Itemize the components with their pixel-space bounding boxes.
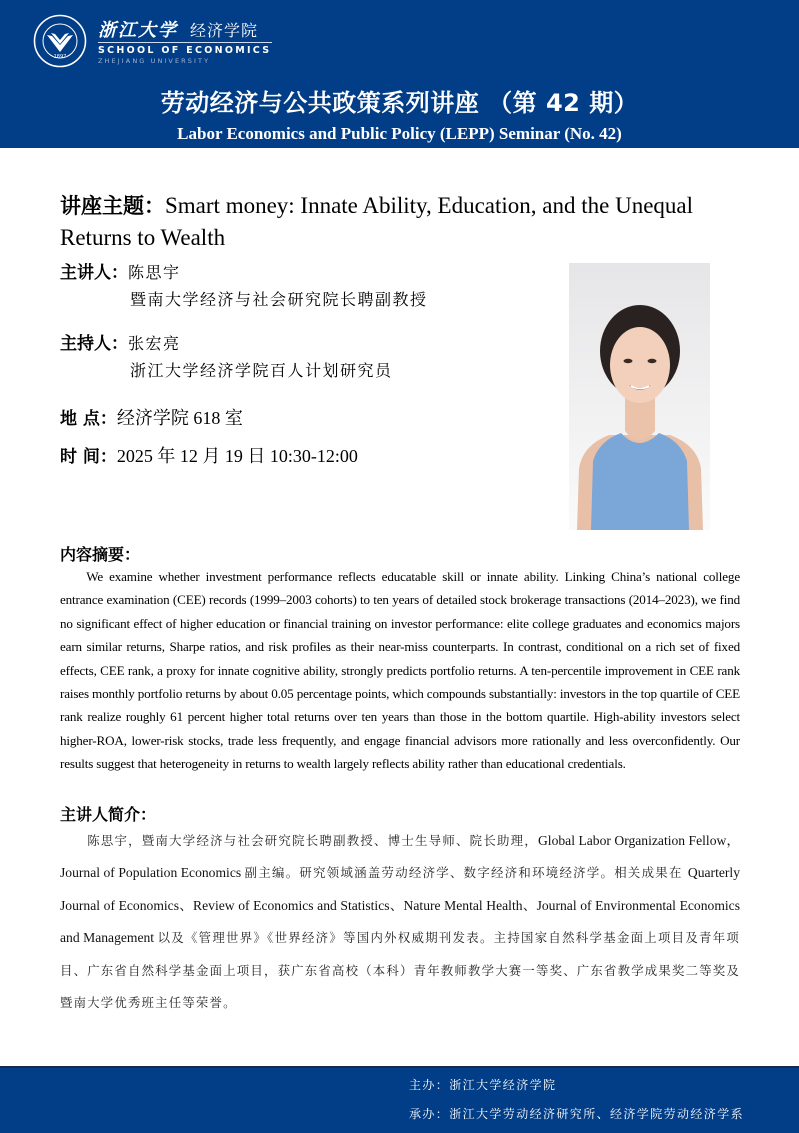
speaker-portrait-image xyxy=(569,263,710,530)
location-label: 地 点： xyxy=(60,409,117,429)
speaker-name: 陈思宇 xyxy=(128,263,181,282)
time-row xyxy=(60,442,358,468)
bio-heading: 主讲人简介： xyxy=(60,805,157,824)
time-label: 时 间： xyxy=(60,447,117,467)
bio-segment: Global Labor Organization Fellow，Journal of Population Economics xyxy=(60,833,740,881)
location-row xyxy=(60,404,243,430)
bio-segment: 陈思宇，暨南大学经济与社会研究院长聘副教授、博士生导师、院长助理， xyxy=(87,833,538,848)
abstract-heading: 内容摘要： xyxy=(60,545,141,564)
speaker-row xyxy=(60,258,181,283)
logo-chinese xyxy=(98,16,259,41)
speaker-label: 主讲人： xyxy=(60,263,128,283)
host-title: 浙江大学经济学院百人计划研究员 xyxy=(130,361,393,380)
abstract-body xyxy=(60,565,740,776)
logo-school-en: SCHOOL OF ECONOMICS xyxy=(98,45,272,56)
seminar-title-cn: 劳动经济与公共政策系列讲座 （第 42 期） xyxy=(160,89,639,117)
logo-university-cn: 浙江大学 xyxy=(98,20,178,41)
abstract-text: We examine whether investment performance reflects educatable skill or innate ability. Linking China’s national college entrance examination (CEE) records (1999–2003 cohorts) to ten years of detailed stock brokerage transactions (2014–2023), we find no significant effect of higher education or financial training on investor performance: elite college graduates and economics majors earn similar returns, Sharpe ratios, and risk profiles as their near-miss counterparts. In contrast, conditional on a rich set of fixed effects, CEE rank, a proxy for innate cognitive ability, strongly predicts portfolio returns. A ten-percentile improvement in CEE rank raises monthly portfolio returns by about 0.05 percentage points, which compounds substantially: investors in the top quartile of CEE rank realize roughly 61 percent higher total returns over ten years than those in the bottom quartile. High-ability investors select higher-ROA, lower-risk stocks, trade less frequently, and engage financial advisors more rationally and less overconfidently. Our results suggest that heterogeneity in returns to wealth largely reflects ability rather than educational credentials. xyxy=(60,569,740,772)
svg-text:1897: 1897 xyxy=(53,54,67,60)
host-name: 张宏亮 xyxy=(128,334,181,353)
bio-text xyxy=(60,825,740,1019)
bio-segment: 副主编。研究领域涵盖劳动经济学、数字经济和环境经济学。相关成果在 xyxy=(244,865,688,881)
bio-segment: Quarterly Journal of Economics、Review of Economics and Statistics、Nature Mental Health、Journal of Environmental Economics and Management xyxy=(60,865,740,946)
location-value: 经济学院 618 室 xyxy=(116,408,243,428)
co-organizer-text: 承办：浙江大学劳动经济研究所、经济学院劳动经济学系 xyxy=(409,1107,745,1121)
bio-body xyxy=(60,825,740,1019)
host-label: 主持人： xyxy=(60,334,128,354)
logo-university-en: ZHEJIANG UNIVERSITY xyxy=(98,57,211,65)
organizer-text: 主办：浙江大学经济学院 xyxy=(409,1078,557,1092)
speaker-photo xyxy=(569,263,710,530)
topic-text: Smart money: Innate Ability, Education, and the Unequal Returns to Wealth xyxy=(60,193,694,250)
logo-school-cn: 经济学院 xyxy=(190,21,259,40)
seminar-title-en: Labor Economics and Public Policy (LEPP) Seminar (No. 42) xyxy=(177,124,622,143)
lecture-topic xyxy=(60,190,760,253)
host-row xyxy=(60,329,181,354)
footer-banner xyxy=(0,1066,799,1133)
bio-segment: 以及《管理世界》《世界经济》等国内外权威期刊发表。主持国家自然科学基金面上项目及青年项目、广东省自然科学基金面上项目，获广东省高校（本科）青年教师教学大赛一等奖、广东省教学成果奖二等奖及暨南大学优秀班主任等荣誉。 xyxy=(60,930,740,1011)
speaker-title: 暨南大学经济与社会研究院长聘副教授 xyxy=(130,290,428,309)
header-banner xyxy=(0,0,799,148)
topic-label: 讲座主题： xyxy=(60,194,165,218)
university-emblem-icon xyxy=(33,14,87,68)
logo-divider xyxy=(98,42,272,43)
time-value: 2025 年 12 月 19 日 10:30-12:00 xyxy=(116,446,358,466)
